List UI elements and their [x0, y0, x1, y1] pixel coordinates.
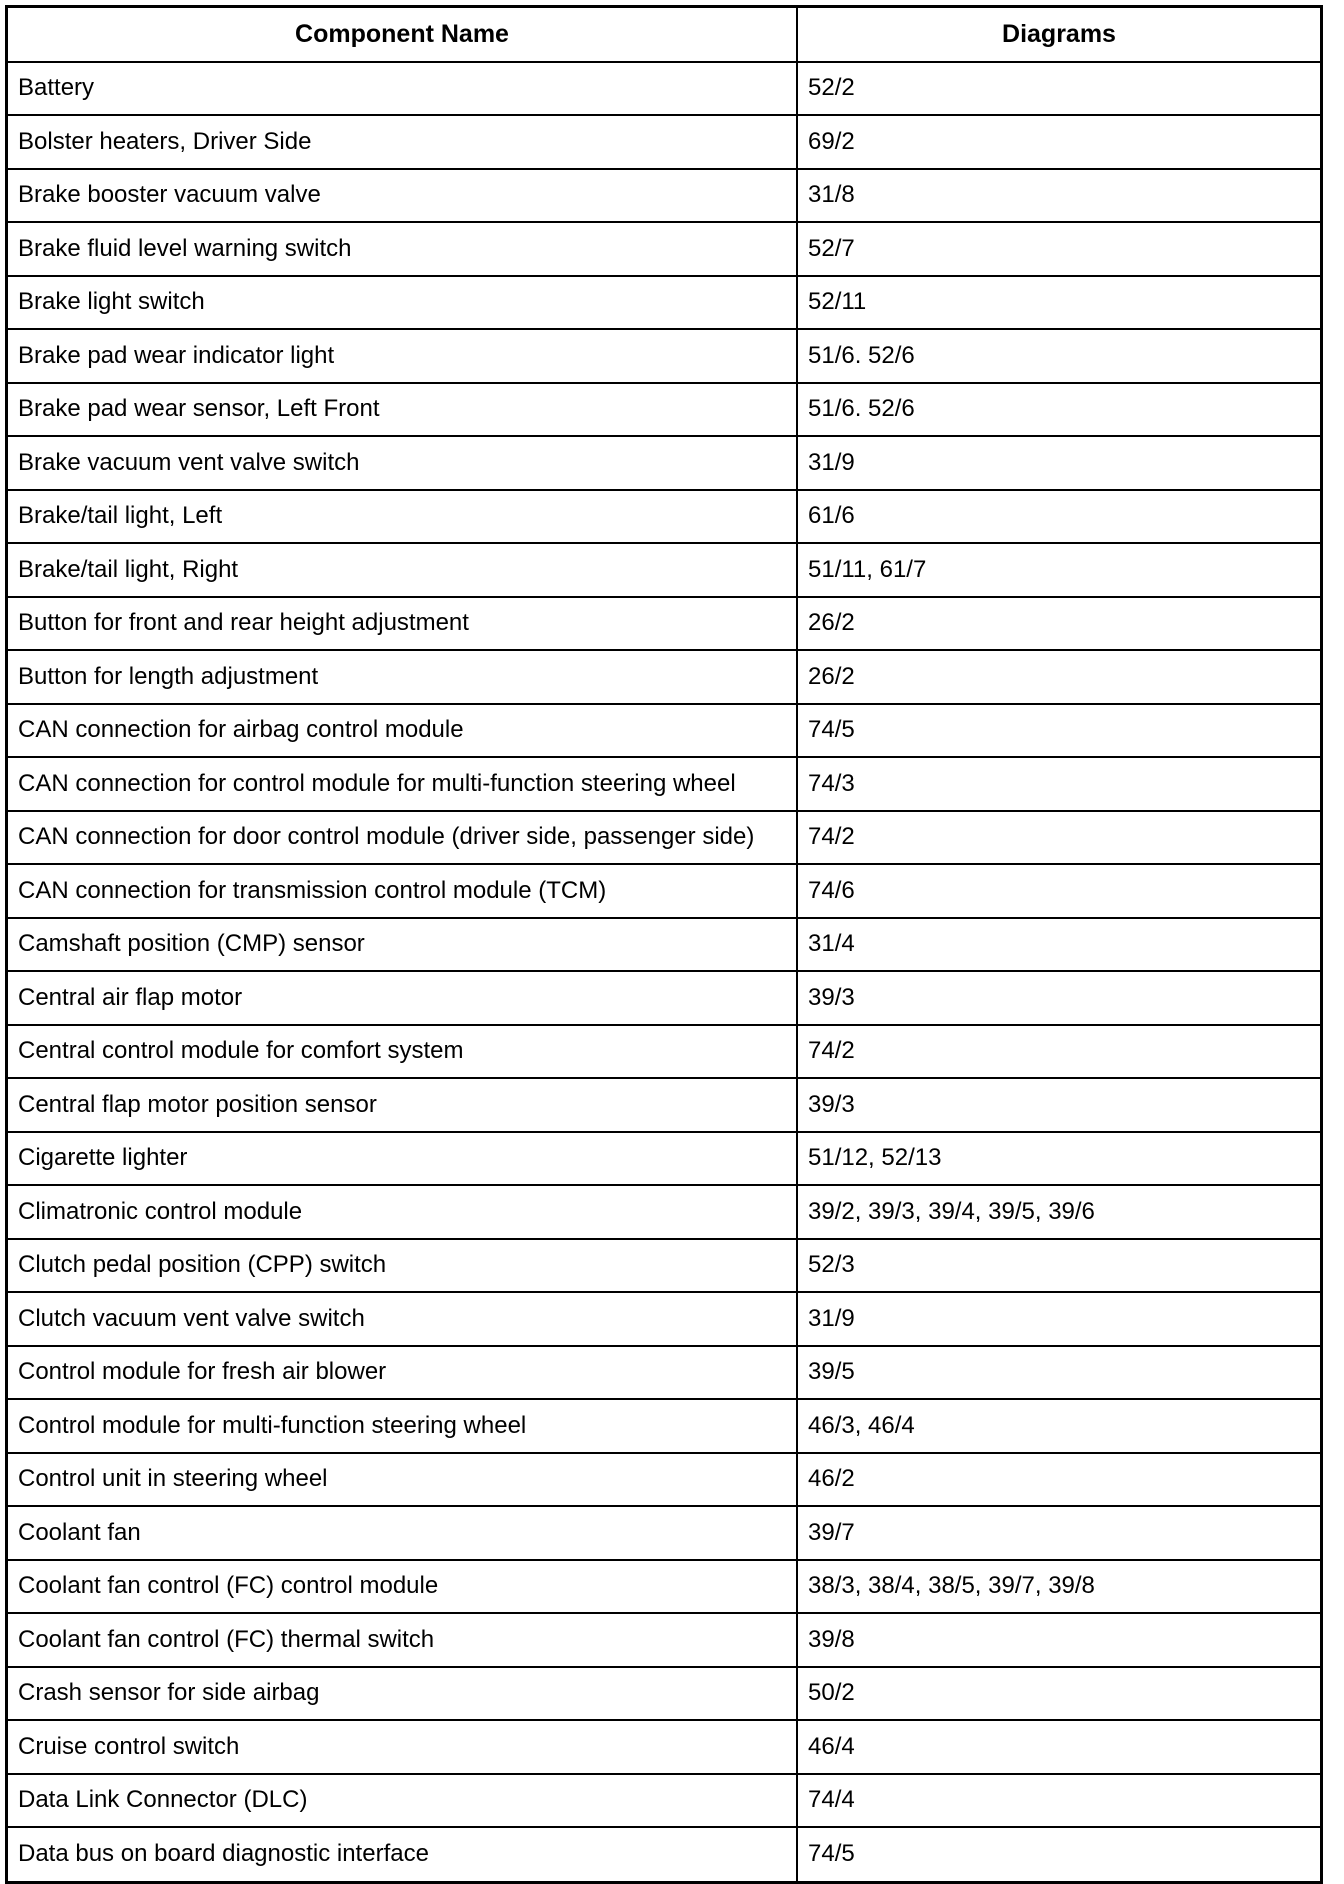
diagrams-cell: 31/9: [797, 436, 1320, 490]
diagrams-cell: 74/6: [797, 864, 1320, 918]
table-row: [8, 1292, 1320, 1346]
table-row: [8, 436, 1320, 490]
table-row: [8, 115, 1320, 169]
table-row: [8, 1613, 1320, 1667]
component-name-cell: Data bus on board diagnostic interface: [8, 1827, 797, 1881]
component-name-cell: Brake booster vacuum valve: [8, 169, 797, 223]
table-row: [8, 650, 1320, 704]
component-name-cell: Coolant fan control (FC) thermal switch: [8, 1613, 797, 1667]
table-row: [8, 1078, 1320, 1132]
table-row: [8, 62, 1320, 116]
table-row: [8, 1720, 1320, 1774]
diagrams-cell: 39/8: [797, 1613, 1320, 1667]
component-diagram-table-container: [5, 5, 1323, 1884]
component-name-cell: CAN connection for door control module (driver side, passenger side): [8, 811, 797, 865]
table-row: [8, 1346, 1320, 1400]
component-name-cell: Button for front and rear height adjustment: [8, 597, 797, 651]
diagrams-cell: 39/2, 39/3, 39/4, 39/5, 39/6: [797, 1185, 1320, 1239]
diagrams-cell: 39/3: [797, 971, 1320, 1025]
table-row: [8, 1185, 1320, 1239]
diagrams-cell: 51/12, 52/13: [797, 1132, 1320, 1186]
component-name-cell: Crash sensor for side airbag: [8, 1667, 797, 1721]
table-row: [8, 918, 1320, 972]
diagrams-cell: 74/5: [797, 704, 1320, 758]
component-name-cell: CAN connection for airbag control module: [8, 704, 797, 758]
component-name-cell: CAN connection for transmission control module (TCM): [8, 864, 797, 918]
diagrams-cell: 46/4: [797, 1720, 1320, 1774]
component-name-cell: Coolant fan control (FC) control module: [8, 1560, 797, 1614]
diagrams-cell: 39/5: [797, 1346, 1320, 1400]
table-row: [8, 169, 1320, 223]
diagrams-cell: 31/8: [797, 169, 1320, 223]
component-name-cell: Brake fluid level warning switch: [8, 222, 797, 276]
diagrams-cell: 52/11: [797, 276, 1320, 330]
header-row: [8, 8, 1320, 62]
component-name-cell: Control module for fresh air blower: [8, 1346, 797, 1400]
diagrams-cell: 38/3, 38/4, 38/5, 39/7, 39/8: [797, 1560, 1320, 1614]
diagrams-cell: 50/2: [797, 1667, 1320, 1721]
component-name-cell: Brake light switch: [8, 276, 797, 330]
component-name-cell: Climatronic control module: [8, 1185, 797, 1239]
table-row: [8, 1667, 1320, 1721]
component-name-cell: Coolant fan: [8, 1506, 797, 1560]
component-name-cell: Brake pad wear indicator light: [8, 329, 797, 383]
table-header: [8, 8, 1320, 62]
table-row: [8, 1560, 1320, 1614]
component-diagram-table: [8, 8, 1320, 1881]
diagrams-cell: 51/6. 52/6: [797, 329, 1320, 383]
diagrams-cell: 31/9: [797, 1292, 1320, 1346]
table-row: [8, 597, 1320, 651]
diagrams-cell: 74/5: [797, 1827, 1320, 1881]
component-name-cell: Brake pad wear sensor, Left Front: [8, 383, 797, 437]
component-name-cell: Battery: [8, 62, 797, 116]
diagrams-cell: 31/4: [797, 918, 1320, 972]
component-name-cell: CAN connection for control module for multi-function steering wheel: [8, 757, 797, 811]
table-row: [8, 1132, 1320, 1186]
table-row: [8, 1453, 1320, 1507]
diagrams-cell: 74/4: [797, 1774, 1320, 1828]
diagrams-cell: 46/2: [797, 1453, 1320, 1507]
diagrams-cell: 61/6: [797, 490, 1320, 544]
table-row: [8, 971, 1320, 1025]
table-row: [8, 490, 1320, 544]
header-component-name: Component Name: [8, 8, 797, 62]
component-name-cell: Cruise control switch: [8, 1720, 797, 1774]
component-name-cell: Clutch pedal position (CPP) switch: [8, 1239, 797, 1293]
component-name-cell: Button for length adjustment: [8, 650, 797, 704]
table-row: [8, 1399, 1320, 1453]
component-name-cell: Brake vacuum vent valve switch: [8, 436, 797, 490]
diagrams-cell: 46/3, 46/4: [797, 1399, 1320, 1453]
table-row: [8, 222, 1320, 276]
diagrams-cell: 74/2: [797, 1025, 1320, 1079]
table-row: [8, 811, 1320, 865]
component-name-cell: Data Link Connector (DLC): [8, 1774, 797, 1828]
table-row: [8, 329, 1320, 383]
table-row: [8, 1025, 1320, 1079]
header-diagrams: Diagrams: [797, 8, 1320, 62]
table-row: [8, 1827, 1320, 1881]
diagrams-cell: 51/6. 52/6: [797, 383, 1320, 437]
component-name-cell: Brake/tail light, Left: [8, 490, 797, 544]
component-name-cell: Control module for multi-function steering wheel: [8, 1399, 797, 1453]
component-name-cell: Central control module for comfort system: [8, 1025, 797, 1079]
table-row: [8, 383, 1320, 437]
diagrams-cell: 52/2: [797, 62, 1320, 116]
diagrams-cell: 52/7: [797, 222, 1320, 276]
diagrams-cell: 26/2: [797, 650, 1320, 704]
component-name-cell: Central flap motor position sensor: [8, 1078, 797, 1132]
table-row: [8, 1506, 1320, 1560]
table-body: [8, 62, 1320, 1881]
component-name-cell: Central air flap motor: [8, 971, 797, 1025]
table-row: [8, 757, 1320, 811]
diagrams-cell: 26/2: [797, 597, 1320, 651]
table-row: [8, 1774, 1320, 1828]
component-name-cell: Bolster heaters, Driver Side: [8, 115, 797, 169]
diagrams-cell: 39/7: [797, 1506, 1320, 1560]
component-name-cell: Control unit in steering wheel: [8, 1453, 797, 1507]
component-name-cell: Camshaft position (CMP) sensor: [8, 918, 797, 972]
table-row: [8, 543, 1320, 597]
diagrams-cell: 52/3: [797, 1239, 1320, 1293]
table-row: [8, 1239, 1320, 1293]
diagrams-cell: 74/3: [797, 757, 1320, 811]
table-row: [8, 864, 1320, 918]
diagrams-cell: 69/2: [797, 115, 1320, 169]
component-name-cell: Clutch vacuum vent valve switch: [8, 1292, 797, 1346]
diagrams-cell: 74/2: [797, 811, 1320, 865]
component-name-cell: Brake/tail light, Right: [8, 543, 797, 597]
table-row: [8, 276, 1320, 330]
diagrams-cell: 51/11, 61/7: [797, 543, 1320, 597]
diagrams-cell: 39/3: [797, 1078, 1320, 1132]
component-name-cell: Cigarette lighter: [8, 1132, 797, 1186]
table-row: [8, 704, 1320, 758]
